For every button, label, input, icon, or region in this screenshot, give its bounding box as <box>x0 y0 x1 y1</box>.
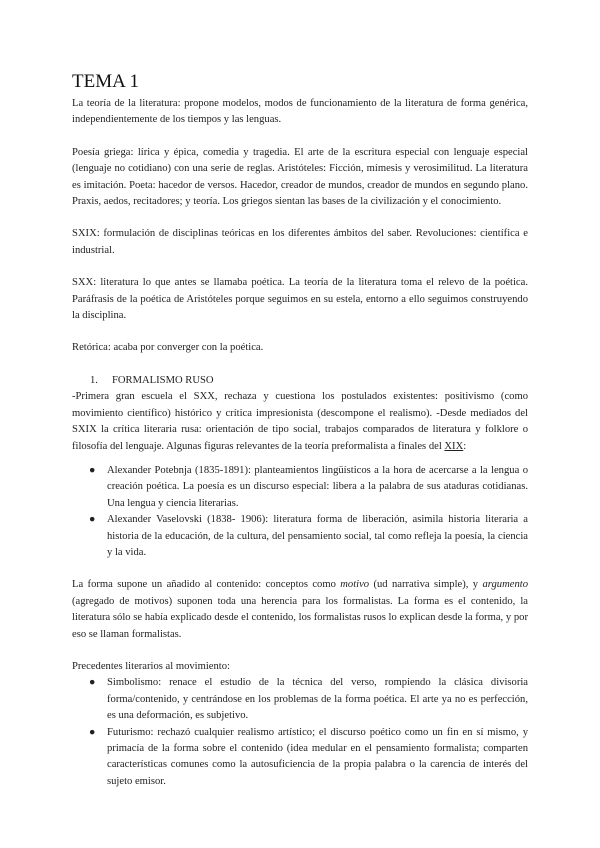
sxx-paragraph: SXX: literatura lo que antes se llamaba poética. La teoría de la literatura toma el relevo de la poética. Paráfrasis de la poética de Aristóteles porque seguimos en su estela, entorno a ello seguimos construyendo la disciplina. <box>72 277 528 322</box>
formalismo-underlined-text: XIX <box>444 440 464 452</box>
formalismo-paragraph <box>72 389 528 455</box>
forma-paragraph: La forma supone un añadido al contenido: conceptos como motivo (ud narrativa simple), y argumento (agregado de motivos) suponen toda una herencia para los formalistas. La forma es el contenido, la literatura sólo se había explicado desde el contenido, los formalistas rusos lo explican desde la forma, y por eso se llaman formalistas. <box>72 579 528 640</box>
section-number: 1. <box>90 374 98 386</box>
section-label: FORMALISMO RUSO <box>112 374 214 386</box>
term-motivo: motivo <box>340 579 370 591</box>
figures-list <box>72 463 528 561</box>
list-item: ● Alexander Potebnja (1835-1891): planteamientos lingüísticos a la hora de acercarse a la lengua o creación poética. La poesía es un discurso especial: libera a la palabra de sus ataduras cotidianas. Una lengua y ciencia literarias. <box>89 464 528 509</box>
list-item: ● Simbolismo: renace el estudio de la técnica del verso, rompiendo la clásica divisoria forma/contenido, y centrándose en los problemas de la forma poética. El arte ya no es perfección, es una deformación, es subjetivo. <box>89 677 528 722</box>
precedentes-heading: Precedentes literarios al movimiento: <box>72 660 230 672</box>
list-item: ● Alexander Vaselovski (1838- 1906): literatura forma de liberación, asimila historia literaria a historia de la educación, de la cultura, del pensamiento social, tal como refleja la poesía, la ciencia y la vida. <box>89 514 528 558</box>
bullet-icon: ● <box>89 464 96 476</box>
sxix-paragraph: SXIX: formulación de disciplinas teóricas en los diferentes ámbitos del saber. Revoluciones: científica e industrial. <box>72 228 528 256</box>
section-heading-formalismo <box>90 373 528 389</box>
precedentes-list <box>72 675 528 790</box>
bullet-icon: ● <box>89 726 96 738</box>
term-argumento: argumento <box>482 579 528 591</box>
intro-paragraph: La teoría de la literatura: propone modelos, modos de funcionamiento de la literatura de forma genérica, independientemente de los tiempos y las lenguas. <box>72 98 528 126</box>
retorica-paragraph: Retórica: acaba por converger con la poética. <box>72 342 264 354</box>
formalismo-text: -Primera gran escuela el SXX, rechaza y cuestiona los postulados existentes: positivismo (como movimiento científico) histórico y crítica impresionista (descompone el realismo). -Desde mediados del SXIX la crítica literaria rusa: orientación de tipo social, trabajos comparados de literatura y folklore o filosofía del lenguaje. Algunas figuras relevantes de la teoría preformalista a finales del <box>72 391 528 452</box>
formalismo-text-end: : <box>463 440 467 452</box>
document-page <box>72 70 528 790</box>
list-item: ● Futurismo: rechazó cualquier realismo artístico; el discurso poético como un fin en sí mismo, y primacía de la forma sobre el contenido (idea medular en el pensamiento formalista; comparten características comunes como la autosuficiencia de la propia palabra o la carencia de interés del sujeto emisor. <box>89 726 528 787</box>
bullet-icon: ● <box>89 514 96 526</box>
page-title: TEMA 1 <box>72 71 140 92</box>
bullet-icon: ● <box>89 677 96 689</box>
poesia-griega-paragraph: Poesía griega: lírica y épica, comedia y tragedia. El arte de la escritura especial con lenguaje especial (lenguaje no cotidiano) con una serie de reglas. Aristóteles: Ficción, mímesis y verosimilitud. La literatura es imitación. Poeta: hacedor de versos. Hacedor, creador de mundos, creador de mundos en segundo plano. Praxis, aedos, recitadores; y teoría. Los griegos sientan las bases de la civilización y el conocimiento. <box>72 146 528 208</box>
